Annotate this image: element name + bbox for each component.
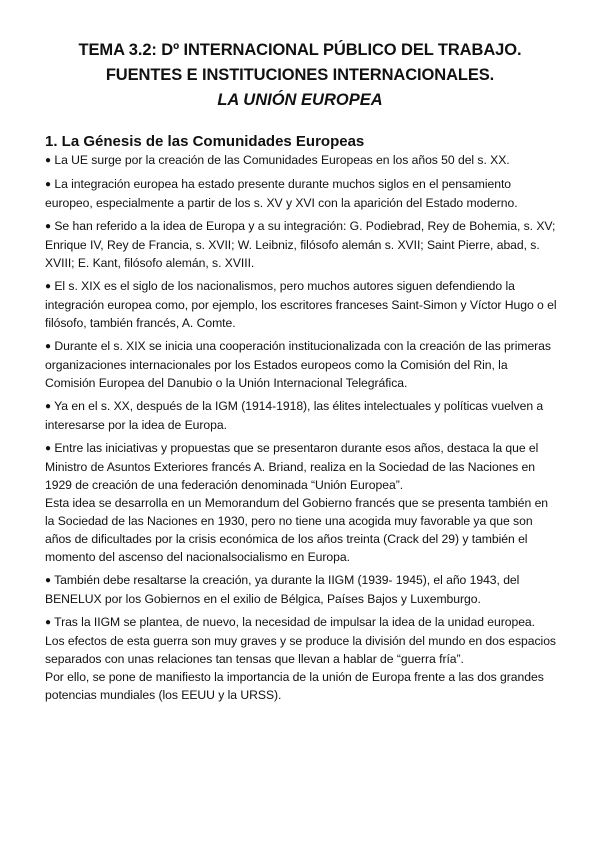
paragraph [45,613,560,632]
section-content [45,133,560,709]
paragraph-text: Durante el s. XIX se inicia una cooperación institucionalizada con la creación de las primeras organizaciones internacionales por los Estados europeos como la Comisión del Rin, la Comisión Europea del Danubio o la Unión Internacional Telegráfica. [45,339,551,390]
paragraph-text: Esta idea se desarrolla en un Memorandum del Gobierno francés que se presenta también en la Sociedad de las Naciones en 1930, pero no tiene una acogida muy favorable ya que son años de dificultades por la crisis económica de los años treinta (Crack del 29) y también el momento del ascenso del nacionalsocialismo en Europa. [45,496,549,564]
bullet-icon: ● [45,179,51,190]
paragraph-text: Entre las iniciativas y propuestas que se presentaron durante esos años, destaca la que el Ministro de Asuntos Exteriores francés A. Briand, realiza en la Sociedad de las Naciones en 1929 de creación de una federación denominada “Unión Europea”. [45,441,539,492]
paragraph-text: El s. XIX es el siglo de los nacionalismos, pero muchos autores siguen defendiendo la integración europea como, por ejemplo, los escritores franceses Saint-Simon y Víctor Hugo o el filósofo, también francés, A. Comte. [45,279,557,330]
paragraph [45,632,560,668]
bullet-icon: ● [45,617,51,628]
paragraph-text: Tras la IIGM se plantea, de nuevo, la necesidad de impulsar la idea de la unidad europea. [54,615,535,629]
bullet-icon: ● [45,575,51,586]
bullet-icon: ● [45,401,51,412]
section-heading: 1. La Génesis de las Comunidades Europeas [45,133,365,150]
document-title-line-2: FUENTES E INSTITUCIONES INTERNACIONALES. [105,66,495,84]
paragraph [45,668,560,704]
paragraph-text: Ya en el s. XX, después de la IGM (1914-1918), las élites intelectuales y políticas vuelven a interesarse por la idea de Europa. [45,399,544,432]
paragraph [45,397,560,434]
paragraph [45,337,560,392]
paragraph [45,439,560,494]
bullet-icon: ● [45,221,51,232]
paragraph [45,494,560,566]
bullet-icon: ● [45,443,51,454]
paragraph [45,217,560,272]
document-subtitle: LA UNIÓN EUROPEA [217,91,383,109]
document-title-line-1: TEMA 3.2: Dº INTERNACIONAL PÚBLICO DEL TRABAJO. [78,41,522,59]
paragraph [45,277,560,332]
bullet-icon: ● [45,155,51,166]
paragraph-text: Los efectos de esta guerra son muy graves y se produce la división del mundo en dos espacios separados con unas relaciones tan tensas que llevan a hablar de “guerra fría”. [45,634,556,666]
paragraph [45,151,560,170]
paragraph-text: Se han referido a la idea de Europa y a su integración: G. Podiebrad, Rey de Bohemia, s. XV; Enrique IV, Rey de Francia, s. XVII; W. Leibniz, filósofo alemán s. XVII; Saint Pierre, abad, s. XVIII; E. Kant, filósofo alemán, s. XVIII. [45,219,556,270]
paragraph-text: La UE surge por la creación de las Comunidades Europeas en los años 50 del s. XX. [54,153,510,167]
document-header [0,38,600,113]
paragraph-text: También debe resaltarse la creación, ya durante la IIGM (1939- 1945), el año 1943, del BENELUX por los Gobiernos en el exilio de Bélgica, Países Bajos y Luxemburgo. [45,573,520,606]
paragraph-text: Por ello, se pone de manifiesto la importancia de la unión de Europa frente a las dos grandes potencias mundiales (los EEUU y la URSS). [45,670,544,702]
paragraph-text: La integración europea ha estado presente durante muchos siglos en el pensamiento europeo, especialmente a partir de los s. XV y XVI con la aparición del Estado moderno. [45,177,518,210]
bullet-icon: ● [45,281,51,292]
paragraph-list [45,151,560,704]
paragraph [45,571,560,608]
bullet-icon: ● [45,341,51,352]
paragraph [45,175,560,212]
